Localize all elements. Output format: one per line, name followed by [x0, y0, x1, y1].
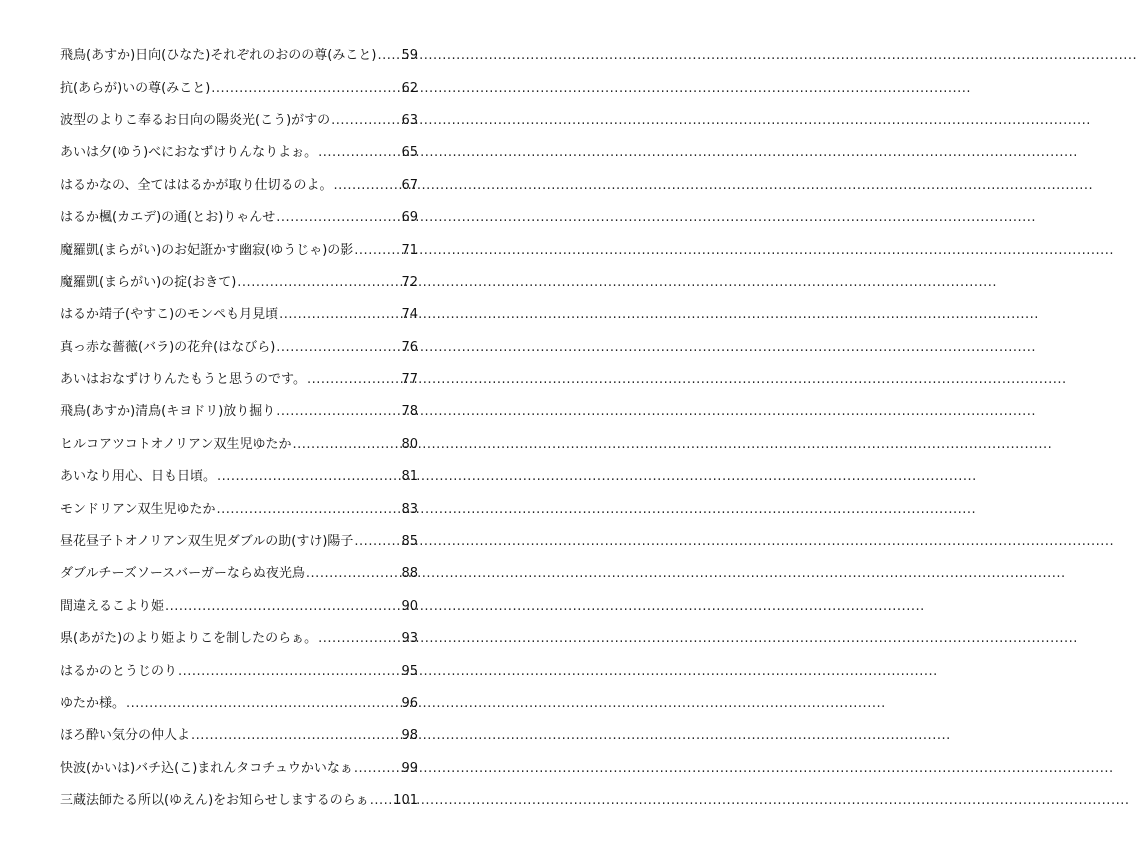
toc-page-number: 85	[401, 534, 418, 550]
toc-page-number: 81	[401, 469, 418, 485]
toc-dot-leader	[276, 210, 400, 226]
toc-page-number: 62	[401, 80, 418, 96]
toc-entry[interactable]	[60, 202, 418, 234]
toc-dot-leader	[126, 696, 400, 712]
toc-entry-title: 魔羅凱(まらがい)のお妃誑かす幽寂(ゆうじゃ)の影	[60, 242, 354, 258]
toc-entry-title: 飛鳥(あすか)清鳥(キヨドリ)放り掘り	[60, 404, 276, 420]
toc-entry[interactable]	[60, 40, 418, 72]
toc-page-number: 98	[401, 728, 418, 744]
toc-dot-leader	[293, 437, 401, 453]
toc-dot-leader	[331, 113, 400, 129]
toc-page-number: 76	[401, 339, 418, 355]
toc-entry-title: 波型のよりこ奉るお日向の陽炎光(こう)がすの	[60, 112, 331, 128]
toc-entry[interactable]	[60, 493, 418, 525]
toc-entry[interactable]	[60, 170, 418, 202]
toc-entry-title: 県(あがた)のより姫よりこを制したのらぁ。	[60, 631, 318, 647]
toc-entry-title: はるか靖子(やすこ)のモンペも月見頃	[60, 307, 279, 323]
toc-entry-title: ほろ酔い気分の仲人よ	[60, 728, 191, 744]
toc-entry[interactable]	[60, 461, 418, 493]
toc-entry[interactable]	[60, 364, 418, 396]
toc-entry-title: 三蔵法師たる所以(ゆえん)をお知らせしまするのらぁ	[60, 793, 369, 809]
toc-page-number: 78	[401, 404, 418, 420]
toc-dot-leader	[217, 469, 400, 485]
toc-dot-leader	[307, 372, 400, 388]
table-of-contents	[60, 40, 418, 817]
toc-entry-title: あいはおなずけりんたもうと思うのです。	[60, 372, 306, 388]
toc-page-number: 63	[401, 112, 418, 128]
toc-entry-title: はるかのとうじのり	[60, 663, 178, 679]
toc-entry[interactable]	[60, 526, 418, 558]
toc-page-number: 69	[401, 210, 418, 226]
toc-entry[interactable]	[60, 267, 418, 299]
toc-page-number: 93	[401, 631, 418, 647]
toc-entry-title: ダブルチーズソースバーガーならぬ夜光鳥	[60, 566, 305, 582]
toc-entry-title: あいは夕(ゆう)べにおなずけりんなりよぉ。	[60, 145, 318, 161]
toc-dot-leader	[216, 502, 400, 518]
toc-dot-leader	[191, 728, 400, 744]
toc-dot-leader	[354, 761, 401, 777]
toc-dot-leader	[276, 340, 400, 356]
toc-entry-title: 抗(あらが)いの尊(みこと)	[60, 80, 211, 96]
toc-page-number: 101	[393, 793, 418, 809]
toc-page-number: 95	[401, 663, 418, 679]
toc-entry[interactable]	[60, 591, 418, 623]
toc-entry-title: はるかなの、全てははるかが取り仕切るのよ。	[60, 177, 333, 193]
toc-dot-leader	[354, 243, 400, 259]
toc-entry[interactable]	[60, 655, 418, 687]
toc-dot-leader	[318, 145, 400, 161]
toc-dot-leader	[165, 599, 400, 615]
toc-entry[interactable]	[60, 299, 418, 331]
toc-entry[interactable]	[60, 137, 418, 169]
toc-dot-leader	[237, 275, 400, 291]
toc-entry-title: はるか楓(カエデ)の通(とお)りゃんせ	[60, 210, 276, 226]
toc-entry[interactable]	[60, 623, 418, 655]
toc-entry[interactable]	[60, 332, 418, 364]
toc-dot-leader	[276, 404, 400, 420]
toc-entry[interactable]	[60, 753, 418, 785]
toc-page-number: 77	[401, 372, 418, 388]
toc-entry-title: 飛鳥(あすか)日向(ひなた)それぞれのおのの尊(みこと)	[60, 48, 377, 64]
toc-entry-title: 快波(かいは)バチ込(こ)まれんタコチュウかいなぁ	[60, 760, 353, 776]
toc-dot-leader	[178, 664, 400, 680]
toc-entry[interactable]	[60, 72, 418, 104]
toc-entry-title: 昼花昼子トオノリアン双生児ダブルの助(すけ)陽子	[60, 534, 354, 550]
toc-dot-leader	[279, 307, 400, 323]
toc-page-number: 83	[401, 501, 418, 517]
toc-page-number: 80	[401, 436, 418, 452]
toc-entry-title: モンドリアン双生児ゆたか	[60, 501, 216, 517]
toc-dot-leader	[318, 631, 400, 647]
toc-page-number: 90	[401, 598, 418, 614]
toc-dot-leader	[211, 81, 400, 97]
toc-dot-leader	[306, 566, 401, 582]
toc-entry[interactable]	[60, 688, 418, 720]
toc-page-number: 59	[401, 48, 418, 64]
toc-dot-leader	[354, 534, 400, 550]
toc-dot-leader	[377, 48, 400, 64]
toc-page-number: 99	[401, 760, 418, 776]
toc-entry-title: ヒルコアツコトオノリアン双生児ゆたか	[60, 436, 292, 452]
toc-page-number: 74	[401, 307, 418, 323]
toc-entry[interactable]	[60, 429, 418, 461]
toc-page-number: 96	[401, 696, 418, 711]
toc-entry-title: 間違えるこより姫	[60, 598, 165, 614]
toc-entry-title: あいなり用心、日も日頃。	[60, 469, 217, 485]
toc-entry[interactable]	[60, 234, 418, 266]
toc-page-number: 72	[401, 274, 418, 290]
toc-entry-title: 真っ赤な薔薇(バラ)の花弁(はなびら)	[60, 339, 276, 355]
toc-entry[interactable]	[60, 720, 418, 752]
toc-page-number: 67	[401, 177, 418, 193]
toc-page-number: 88	[401, 566, 418, 582]
toc-page-number: 71	[401, 242, 418, 258]
toc-dot-leader	[370, 793, 392, 809]
toc-entry[interactable]	[60, 785, 418, 817]
toc-entry[interactable]	[60, 396, 418, 428]
toc-entry[interactable]	[60, 558, 418, 590]
toc-entry-title: ゆたか様。	[60, 696, 126, 711]
toc-entry[interactable]	[60, 105, 418, 137]
toc-page-number: 65	[401, 145, 418, 161]
toc-entry-title: 魔羅凱(まらがい)の掟(おきて)	[60, 274, 237, 290]
toc-dot-leader	[333, 178, 400, 194]
